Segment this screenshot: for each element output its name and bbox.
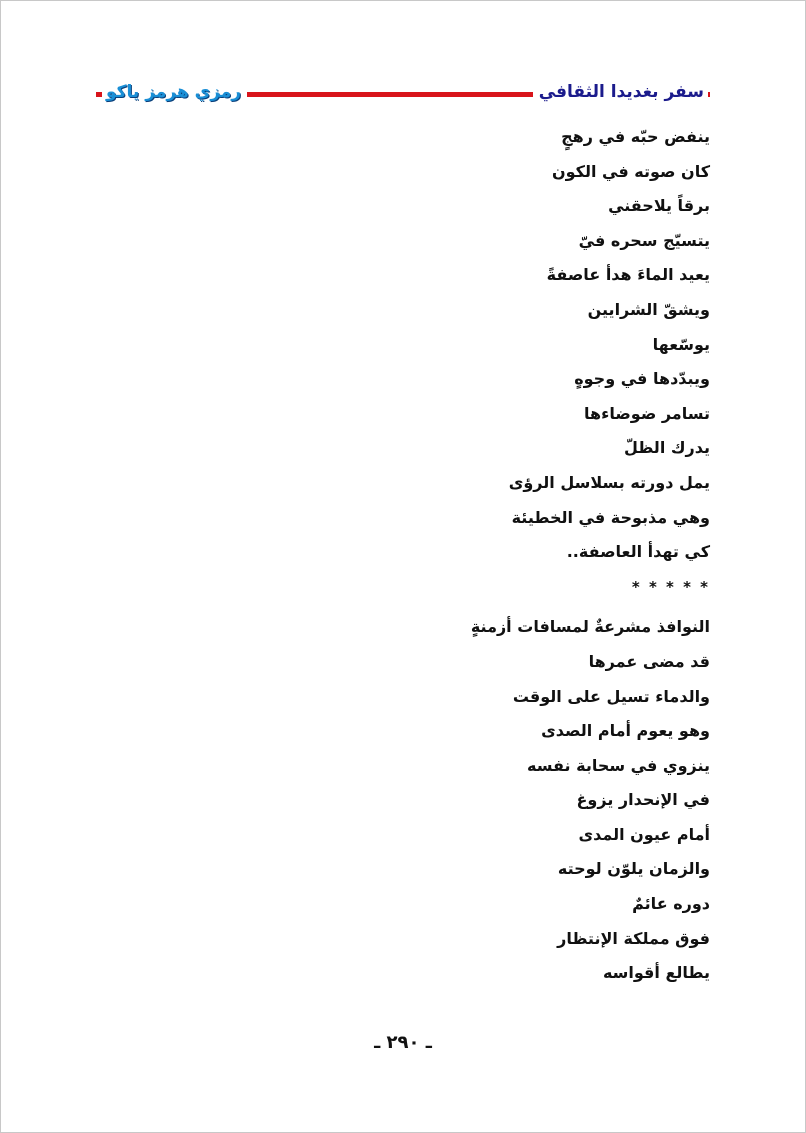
poem-line: ينزوي في سحابة نفسه xyxy=(527,755,710,775)
stanza-separator: * * * * * xyxy=(631,577,710,596)
page-number: ـ ٢٩٠ ـ xyxy=(374,1032,432,1053)
poem-line: ويبدّدها في وجوهٍ xyxy=(574,369,710,389)
poem-line: ويشقّ الشرايين xyxy=(587,299,710,319)
poem-line: في الإنحدار يزوغ xyxy=(576,790,710,810)
poem-line: وهي مذبوحة في الخطيئة xyxy=(511,507,710,527)
poem-line: يدرك الظلّ xyxy=(623,438,710,458)
poem-line: كان صوته في الكون xyxy=(551,161,710,181)
poem-line: يعيد الماءَ هدأ عاصفةً xyxy=(546,265,710,285)
poem-line: ينفض حبّه في رهجٍ xyxy=(561,127,710,146)
poem-line: يمل دورته بسلاسل الرؤى xyxy=(508,472,710,492)
poem-line: تسامر ضوضاءها xyxy=(584,403,710,423)
poem-text xyxy=(410,120,710,991)
poem-line: وهو يعوم أمام الصدى xyxy=(541,721,710,741)
poem-line: والدماء تسيل على الوقت xyxy=(512,686,710,706)
poem-line: برقاً يلاحقني xyxy=(608,196,710,216)
poem-line: يطالع أقواسه xyxy=(602,963,710,983)
poem-line: دوره عائمٌ xyxy=(632,894,710,914)
header-book-title: سفر بغديدا الثقافي xyxy=(533,80,708,104)
header-author-name: رمزي هرمز ياكو xyxy=(102,80,247,104)
poem-line: قد مضى عمرها xyxy=(588,651,710,671)
page-header xyxy=(96,82,710,110)
poem-line: والزمان يلوّن لوحته xyxy=(557,859,710,879)
poem-line: فوق مملكة الإنتظار xyxy=(557,928,710,948)
poem-line: كي تهدأ العاصفة.. xyxy=(566,542,710,562)
poem-line: أمام عيون المدى xyxy=(578,824,710,844)
poem-line: يتسيّج سحره فيّ xyxy=(578,230,710,250)
poem-line: النوافذ مشرعةٌ لمسافات أزمنةٍ xyxy=(470,617,710,637)
poem-line: يوسّعها xyxy=(652,334,710,354)
